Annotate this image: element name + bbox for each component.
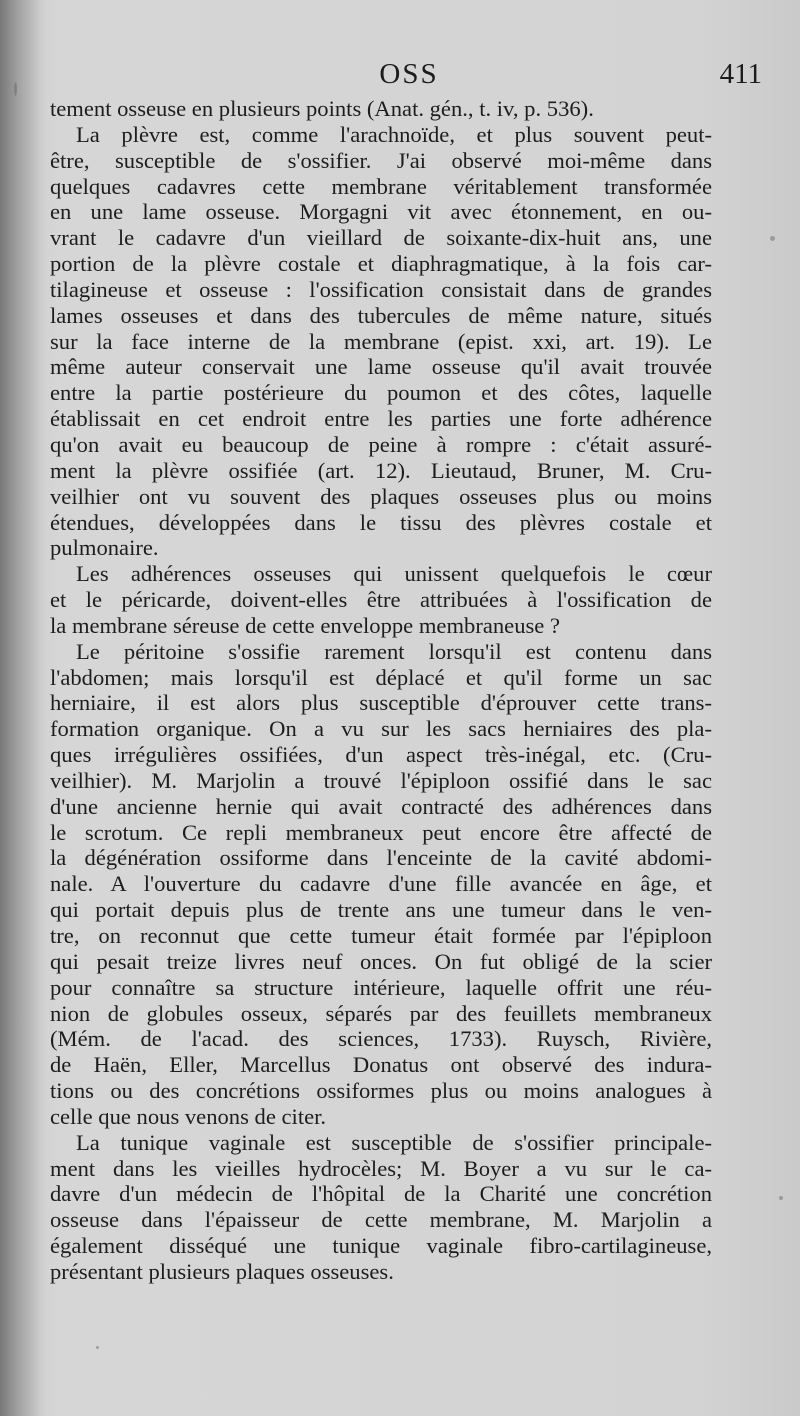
text-line: en une lame osseuse. Morgagni vit avec étonnement, en ou- bbox=[50, 199, 712, 225]
text-line: être, susceptible de s'ossifier. J'ai observé moi-même dans bbox=[50, 147, 712, 173]
text-line: d'une ancienne hernie qui avait contracté des adhérences dans bbox=[50, 793, 712, 819]
paragraph-plevre bbox=[50, 122, 712, 561]
page-header bbox=[56, 58, 762, 98]
text-line: qui portait depuis plus de trente ans une tumeur dans le ven- bbox=[50, 897, 712, 923]
text-line: de Haën, Eller, Marcellus Donatus ont observé des indura- bbox=[50, 1052, 712, 1078]
text-line: nale. A l'ouverture du cadavre d'une fille avancée en âge, et bbox=[50, 871, 712, 897]
text-line: et le péricarde, doivent-elles être attribuées à l'ossification de bbox=[50, 587, 712, 613]
text-line: veilhier ont vu souvent des plaques osseuses plus ou moins bbox=[50, 483, 712, 509]
text-line: celle que nous venons de citer. bbox=[50, 1103, 327, 1129]
text-line: l'abdomen; mais lorsqu'il est déplacé et qu'il forme un sac bbox=[50, 664, 712, 690]
text-line: qui pesait treize livres neuf onces. On fut obligé de la scier bbox=[50, 948, 712, 974]
text-line: tions ou des concrétions ossiformes plus ou moins analogues à bbox=[50, 1078, 712, 1104]
text-line: présentant plusieurs plaques osseuses. bbox=[50, 1258, 394, 1284]
text-line: quelques cadavres cette membrane véritablement transformée bbox=[50, 173, 712, 199]
text-line: formation organique. On a vu sur les sacs herniaires des pla- bbox=[50, 716, 712, 742]
text-line: La plèvre est, comme l'arachnoïde, et plus souvent peut- bbox=[76, 121, 712, 147]
text-line: ment dans les vieilles hydrocèles; M. Boyer a vu sur le ca- bbox=[50, 1155, 712, 1181]
text-line: la dégénération ossiforme dans l'enceinte de la cavité abdomi- bbox=[50, 845, 712, 871]
text-line: établissait en cet endroit entre les parties une forte adhérence bbox=[50, 406, 712, 432]
text-line: nion de globules osseux, séparés par des feuillets membraneux bbox=[50, 1000, 712, 1026]
text-line: davre d'un médecin de l'hôpital de la Charité une concrétion bbox=[50, 1181, 712, 1207]
text-line: également disséqué une tunique vaginale fibro-cartilagineuse, bbox=[50, 1233, 712, 1259]
binding-shadow bbox=[0, 0, 46, 1416]
paragraph-continuation bbox=[50, 96, 712, 122]
print-speck bbox=[770, 236, 775, 241]
paragraph-tunique-vaginale bbox=[50, 1130, 712, 1285]
text-line: tilagineuse et osseuse : l'ossification consistait dans de grandes bbox=[50, 276, 712, 302]
text-line: portion de la plèvre costale et diaphragmatique, à la fois car- bbox=[50, 251, 712, 277]
text-line: (Mém. de l'acad. des sciences, 1733). Ruysch, Rivière, bbox=[50, 1026, 712, 1052]
body-text bbox=[50, 96, 712, 1285]
text-line: le scrotum. Ce repli membraneux peut encore être affecté de bbox=[50, 819, 712, 845]
text-line: vrant le cadavre d'un vieillard de soixante-dix-huit ans, une bbox=[50, 225, 712, 251]
text-line: ques irrégulières ossifiées, d'un aspect très-inégal, etc. (Cru- bbox=[50, 742, 712, 768]
print-speck bbox=[14, 82, 17, 96]
print-speck bbox=[96, 1346, 99, 1349]
page-number: 411 bbox=[719, 58, 762, 90]
text-line: pour connaître sa structure intérieure, laquelle offrit une réu- bbox=[50, 974, 712, 1000]
text-line: pulmonaire. bbox=[50, 535, 159, 561]
text-line: étendues, développées dans le tissu des plèvres costale et bbox=[50, 509, 712, 535]
text-line: la membrane séreuse de cette enveloppe membraneuse ? bbox=[50, 612, 560, 638]
text-line: même auteur conservait une lame osseuse qu'il avait trouvée bbox=[50, 354, 712, 380]
text-line: Le péritoine s'ossifie rarement lorsqu'il est contenu dans bbox=[76, 638, 712, 664]
paragraph-coeur bbox=[50, 561, 712, 639]
paragraph-peritoine bbox=[50, 639, 712, 1130]
text-line: ment la plèvre ossifiée (art. 12). Lieutaud, Bruner, M. Cru- bbox=[50, 457, 712, 483]
text-line: sur la face interne de la membrane (epist. xxi, art. 19). Le bbox=[50, 328, 712, 354]
text-line: tement osseuse en plusieurs points (Anat. gén., t. iv, p. 536). bbox=[50, 96, 594, 121]
text-line: qu'on avait eu beaucoup de peine à rompre : c'était assuré- bbox=[50, 431, 712, 457]
running-head: OSS bbox=[379, 58, 439, 90]
print-speck bbox=[779, 1196, 783, 1200]
text-line: tre, on reconnut que cette tumeur était formée par l'épiploon bbox=[50, 923, 712, 948]
text-line: osseuse dans l'épaisseur de cette membrane, M. Marjolin a bbox=[50, 1207, 712, 1233]
text-line: Les adhérences osseuses qui unissent quelquefois le cœur bbox=[76, 561, 712, 587]
text-line: lames osseuses et dans des tubercules de même nature, situés bbox=[50, 302, 712, 328]
text-line: La tunique vaginale est susceptible de s'ossifier principale- bbox=[76, 1129, 712, 1155]
text-line: entre la partie postérieure du poumon et des côtes, laquelle bbox=[50, 380, 712, 406]
text-line: herniaire, il est alors plus susceptible d'éprouver cette trans- bbox=[50, 690, 712, 716]
text-line: veilhier). M. Marjolin a trouvé l'épiploon ossifié dans le sac bbox=[50, 767, 712, 793]
